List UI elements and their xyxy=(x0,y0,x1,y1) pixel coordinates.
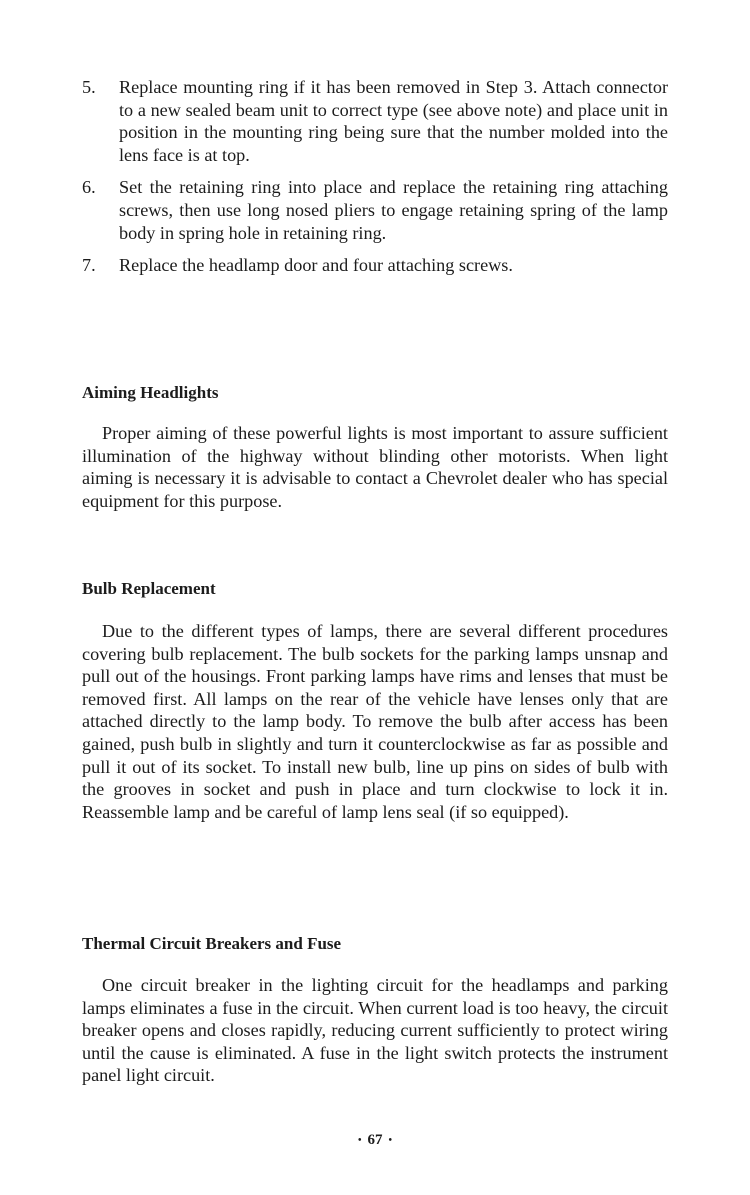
step-item xyxy=(82,254,668,277)
manual-page xyxy=(82,76,668,1086)
step-number: 5. xyxy=(82,77,96,97)
step-text: Replace the headlamp door and four attaching screws. xyxy=(119,255,513,276)
step-text: Set the retaining ring into place and replace the retaining ring attaching screws, then use long nosed pliers to engage retaining spring of the lamp body in spring hole in retaining ring. xyxy=(119,177,668,243)
page-number: 67 xyxy=(367,1132,383,1148)
section-heading-aiming-headlights: Aiming Headlights xyxy=(82,383,219,402)
section-body-thermal-circuit-breakers: One circuit breaker in the lighting circuit for the headlamps and parking lamps eliminates a fuse in the circuit. When current load is too heavy, the circuit breaker opens and closes rapidly, reducing current sufficiently to protect wiring until the cause is eliminated. A fuse in the light switch protects the instrument panel light circuit. xyxy=(82,975,668,1086)
step-text: Replace mounting ring if it has been removed in Step 3. Attach connector to a new sealed beam unit to correct type (see above note) and place unit in position in the mounting ring being sure that the number molded into the lens face is at top. xyxy=(119,77,668,165)
footer-ornament-right: • xyxy=(388,1135,393,1147)
step-item xyxy=(82,76,668,166)
section-heading-bulb-replacement: Bulb Replacement xyxy=(82,579,216,598)
steps-list xyxy=(82,76,668,277)
footer-ornament-left: • xyxy=(357,1135,362,1147)
step-item xyxy=(82,176,668,244)
step-number: 6. xyxy=(82,177,96,198)
step-number: 7. xyxy=(82,255,96,276)
section-body-aiming-headlights: Proper aiming of these powerful lights is most important to assure sufficient illumination of the highway without blinding other motorists. When light aiming is necessary it is advisable to contact a Chevrolet dealer who has special equipment for this purpose. xyxy=(82,423,668,511)
page-footer xyxy=(0,1132,750,1149)
section-body-bulb-replacement: Due to the different types of lamps, there are several different procedures covering bulb replacement. The bulb sockets for the parking lamps unsnap and pull out of the housings. Front parking lamps have rims and lenses that must be removed first. All lamps on the rear of the vehicle have lenses only that are attached directly to the lamp body. To remove the bulb after access has been gained, push bulb in slightly and turn it counterclockwise as far as possible and pull it out of its socket. To install new bulb, line up pins on sides of bulb with the grooves in socket and push in place and turn clockwise to lock it in. Reassemble lamp and be careful of lamp lens seal (if so equipped). xyxy=(82,621,668,822)
section-heading-thermal-circuit-breakers: Thermal Circuit Breakers and Fuse xyxy=(82,934,342,953)
